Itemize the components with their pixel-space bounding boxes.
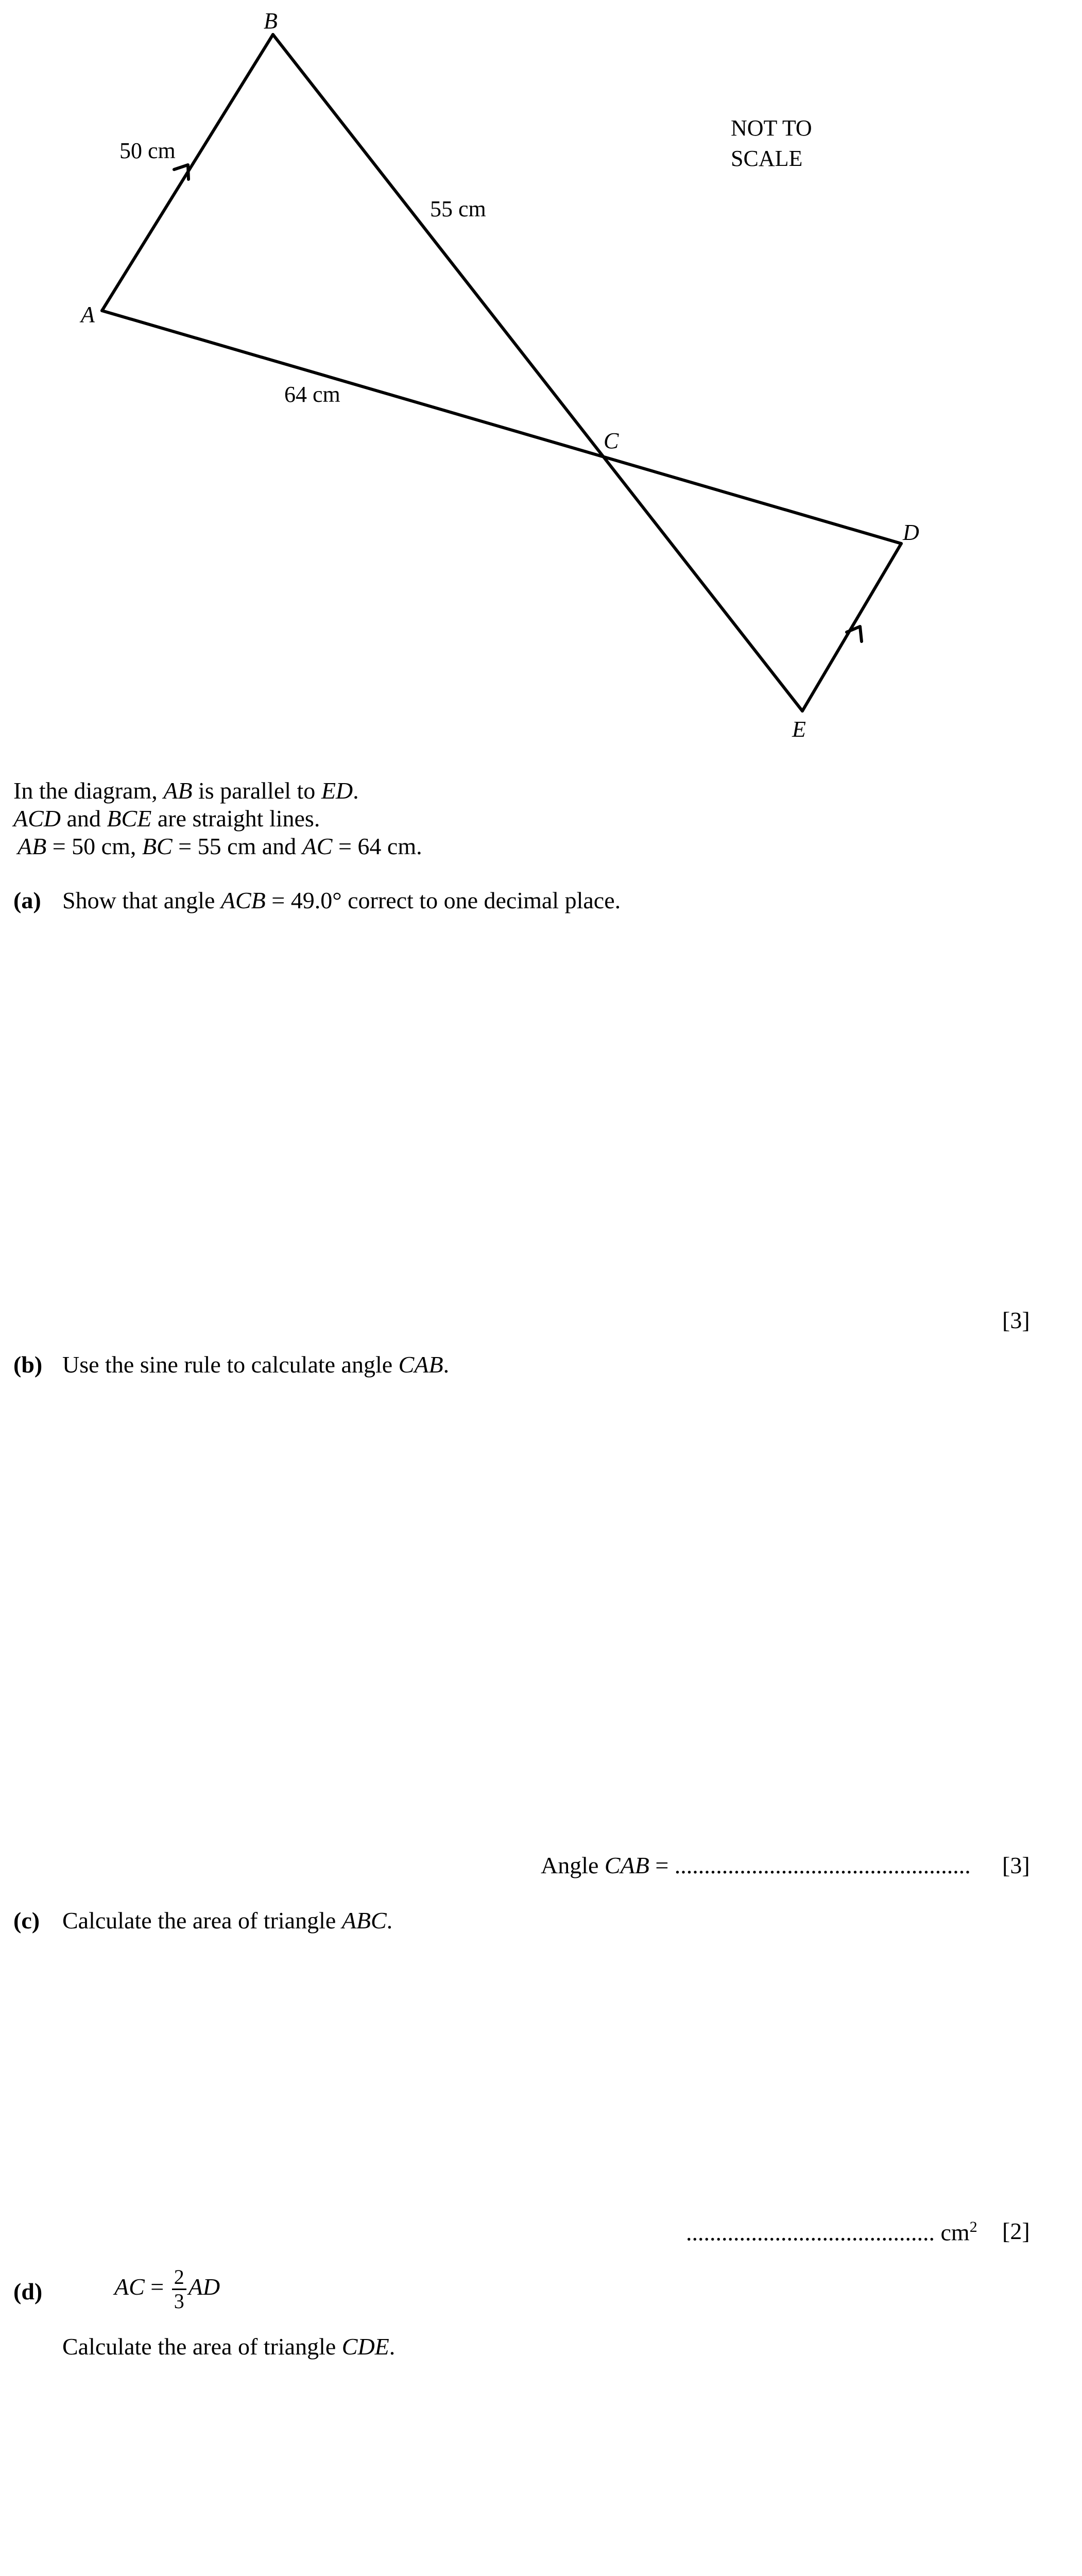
answer-dots: ..........................................	[686, 2219, 935, 2246]
intro-text: = 55 cm and	[172, 833, 302, 859]
intro-text: In the diagram,	[13, 777, 164, 804]
intro-text: = 50 cm,	[46, 833, 142, 859]
length-label-BC: 55 cm	[430, 196, 486, 222]
intro-text: = 64 cm.	[332, 833, 422, 859]
fraction	[172, 2267, 186, 2312]
intro-text: and	[61, 805, 107, 832]
question-text: .	[389, 2333, 396, 2360]
intro-var: ACD	[13, 805, 61, 832]
vertex-label-A: A	[81, 302, 95, 327]
question-var: ABC	[341, 1907, 387, 1934]
fraction-numerator: 2	[172, 2267, 186, 2290]
triangle-diagram	[0, 0, 1082, 773]
part-b-question	[62, 1353, 449, 1377]
part-c-answer-line[interactable]	[686, 2219, 977, 2244]
intro-line-3	[18, 835, 422, 858]
part-d-question	[62, 2335, 395, 2359]
not-to-scale-line2: SCALE	[731, 146, 803, 171]
question-var: ACB	[220, 887, 266, 913]
part-a-question	[62, 889, 621, 912]
question-var: CAB	[398, 1351, 443, 1378]
answer-var: CAB	[604, 1852, 649, 1878]
part-a-label: (a)	[13, 887, 41, 913]
question-var: CDE	[341, 2333, 389, 2360]
equation-var: AD	[188, 2274, 220, 2300]
part-c-marks: [2]	[1002, 2218, 1030, 2244]
fraction-denominator: 3	[174, 2290, 184, 2313]
part-b-answer-line[interactable]	[541, 1854, 971, 1877]
vertex-label-C: C	[604, 428, 619, 453]
intro-text: is parallel to	[192, 777, 321, 804]
intro-var: BCE	[107, 805, 152, 832]
part-c-label: (c)	[13, 1907, 40, 1934]
part-d-equation	[114, 2267, 220, 2312]
answer-dots: = ..................................................	[649, 1852, 971, 1878]
intro-line-2	[13, 807, 320, 831]
length-label-AB: 50 cm	[119, 138, 176, 163]
part-b-marks: [3]	[1002, 1852, 1030, 1878]
answer-unit-power: 2	[969, 2218, 977, 2235]
intro-var: ED	[321, 777, 353, 804]
question-text: .	[443, 1351, 450, 1378]
answer-unit: cm	[940, 2219, 970, 2246]
vertex-label-E: E	[792, 717, 806, 742]
not-to-scale-line1: NOT TO	[731, 115, 812, 141]
line-BE	[273, 35, 802, 711]
question-text: Show that angle	[62, 887, 221, 913]
answer-label: Angle	[541, 1852, 605, 1878]
vertex-label-B: B	[264, 8, 278, 33]
vertex-label-D: D	[903, 520, 919, 545]
intro-line-1	[13, 779, 359, 803]
equation-var: AC	[114, 2274, 145, 2300]
equation-sign: =	[150, 2274, 164, 2300]
question-text: Use the sine rule to calculate angle	[62, 1351, 399, 1378]
intro-text: are straight lines.	[151, 805, 320, 832]
part-a-marks: [3]	[1002, 1307, 1030, 1333]
intro-var: BC	[142, 833, 173, 859]
question-text: .	[386, 1907, 393, 1934]
question-text: Calculate the area of triangle	[62, 1907, 342, 1934]
line-DE	[802, 544, 901, 711]
intro-var: AC	[302, 833, 333, 859]
question-text: Calculate the area of triangle	[62, 2333, 342, 2360]
line-AD	[102, 311, 901, 544]
part-c-question	[62, 1909, 392, 1933]
part-d-label: (d)	[13, 2278, 43, 2304]
length-label-AC: 64 cm	[284, 382, 340, 407]
part-b-label: (b)	[13, 1351, 43, 1378]
question-text: = 49.0° correct to one decimal place.	[265, 887, 621, 913]
intro-var: AB	[18, 833, 47, 859]
intro-text: .	[353, 777, 359, 804]
intro-var: AB	[163, 777, 193, 804]
